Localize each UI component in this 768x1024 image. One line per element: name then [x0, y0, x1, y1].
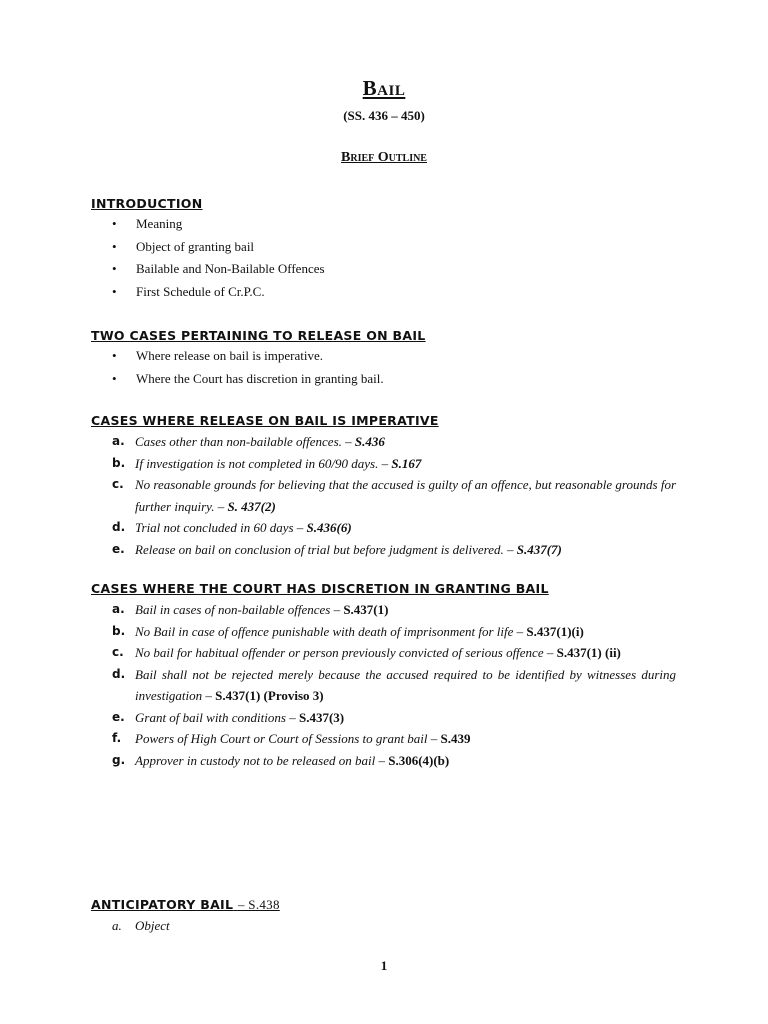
- item-text: Object: [135, 918, 170, 933]
- item-marker: a.: [112, 918, 122, 933]
- list-item: [112, 915, 676, 937]
- page-title: Bail: [362, 76, 406, 100]
- list-item: • Bailable and Non-Bailable Offences: [112, 258, 325, 281]
- item-marker: e.: [112, 709, 125, 724]
- section-ref: S.437(1) (Proviso 3): [215, 688, 324, 703]
- item-marker: a.: [112, 602, 125, 616]
- anticipatory-section-ref: – S.438: [237, 897, 280, 912]
- item-text: If investigation is not completed in 60/90 days. –: [135, 455, 389, 471]
- list-item: [112, 431, 676, 453]
- discretion-heading: CASES WHERE THE COURT HAS DISCRETION IN GRANTING BAIL: [91, 581, 549, 596]
- list-item: • Meaning: [112, 213, 325, 236]
- outline-heading: Brief Outline: [341, 150, 427, 165]
- section-ref: S.436: [354, 434, 385, 449]
- item-text: Bail shall not be rejected merely because the accused required to be identified by witnesses during investigation –: [135, 666, 676, 703]
- item-marker: b.: [112, 455, 126, 470]
- item-text: No Bail in case of offence punishable with death of imprisonment for life –: [135, 623, 524, 639]
- item-text: No bail for habitual offender or person previously convicted of serious offence –: [135, 645, 554, 660]
- list-item: • Where the Court has discretion in granting bail.: [112, 368, 384, 391]
- intro-list: [112, 213, 325, 303]
- imperative-list: [112, 431, 676, 560]
- list-item: [112, 621, 676, 643]
- item-text: Cases other than non-bailable offences. –: [135, 434, 352, 449]
- page-number: 1: [380, 958, 388, 973]
- list-item: [112, 707, 676, 729]
- list-item: • Object of granting bail: [112, 236, 325, 259]
- section-ref: S.437(1): [343, 602, 389, 617]
- two-cases-list: [112, 345, 384, 390]
- list-item: [112, 728, 676, 750]
- section-ref: S.167: [391, 455, 422, 471]
- item-marker: a.: [112, 434, 125, 448]
- item-text: Approver in custody not to be released on bail –: [135, 752, 385, 768]
- imperative-heading: CASES WHERE RELEASE ON BAIL IS IMPERATIVE: [91, 413, 439, 428]
- item-marker: d.: [112, 520, 126, 534]
- anticipatory-list: [112, 915, 676, 937]
- item-marker: f.: [112, 731, 122, 745]
- section-ref: S.436(6): [306, 520, 352, 535]
- anticipatory-heading: [91, 897, 280, 913]
- section-ref: S.437(3): [298, 709, 345, 725]
- item-text: Powers of High Court or Court of Sessions to grant bail –: [135, 731, 438, 746]
- list-item: [112, 664, 676, 707]
- list-item: [112, 474, 676, 517]
- item-text: Bail in cases of non-bailable offences –: [135, 602, 341, 617]
- section-ref: S.437(1) (ii): [556, 645, 621, 660]
- item-marker: b.: [112, 623, 126, 638]
- two-cases-heading: TWO CASES PERTAINING TO RELEASE ON BAIL: [91, 328, 426, 343]
- item-marker: c.: [112, 477, 124, 491]
- section-range: (SS. 436 – 450): [343, 108, 425, 123]
- anticipatory-heading-text: ANTICIPATORY BAIL: [91, 897, 234, 912]
- intro-heading: INTRODUCTION: [91, 196, 203, 211]
- section-ref: S.439: [440, 731, 471, 746]
- list-item: • Where release on bail is imperative.: [112, 345, 384, 368]
- list-item: [112, 642, 676, 664]
- section-ref: S.306(4)(b): [388, 752, 450, 768]
- list-item: [112, 750, 676, 772]
- item-text: No reasonable grounds for believing that the accused is guilty of an offence, but reasonable grounds for further inquiry. –: [135, 477, 676, 514]
- section-ref: S.437(1)(i): [526, 623, 584, 639]
- list-item: [112, 539, 676, 561]
- list-item: [112, 453, 676, 475]
- item-text: Trial not concluded in 60 days –: [135, 520, 304, 535]
- list-item: [112, 517, 676, 539]
- discretion-list: [112, 599, 676, 771]
- section-ref: S. 437(2): [227, 498, 276, 514]
- list-item: [112, 599, 676, 621]
- item-marker: d.: [112, 666, 126, 681]
- item-text: Release on bail on conclusion of trial but before judgment is delivered. –: [135, 541, 514, 557]
- item-marker: g.: [112, 752, 126, 767]
- item-marker: c.: [112, 645, 124, 659]
- item-text: Grant of bail with conditions –: [135, 709, 296, 725]
- section-ref: S.437(7): [516, 541, 562, 557]
- list-item: • First Schedule of Cr.P.C.: [112, 281, 325, 304]
- item-marker: e.: [112, 541, 125, 556]
